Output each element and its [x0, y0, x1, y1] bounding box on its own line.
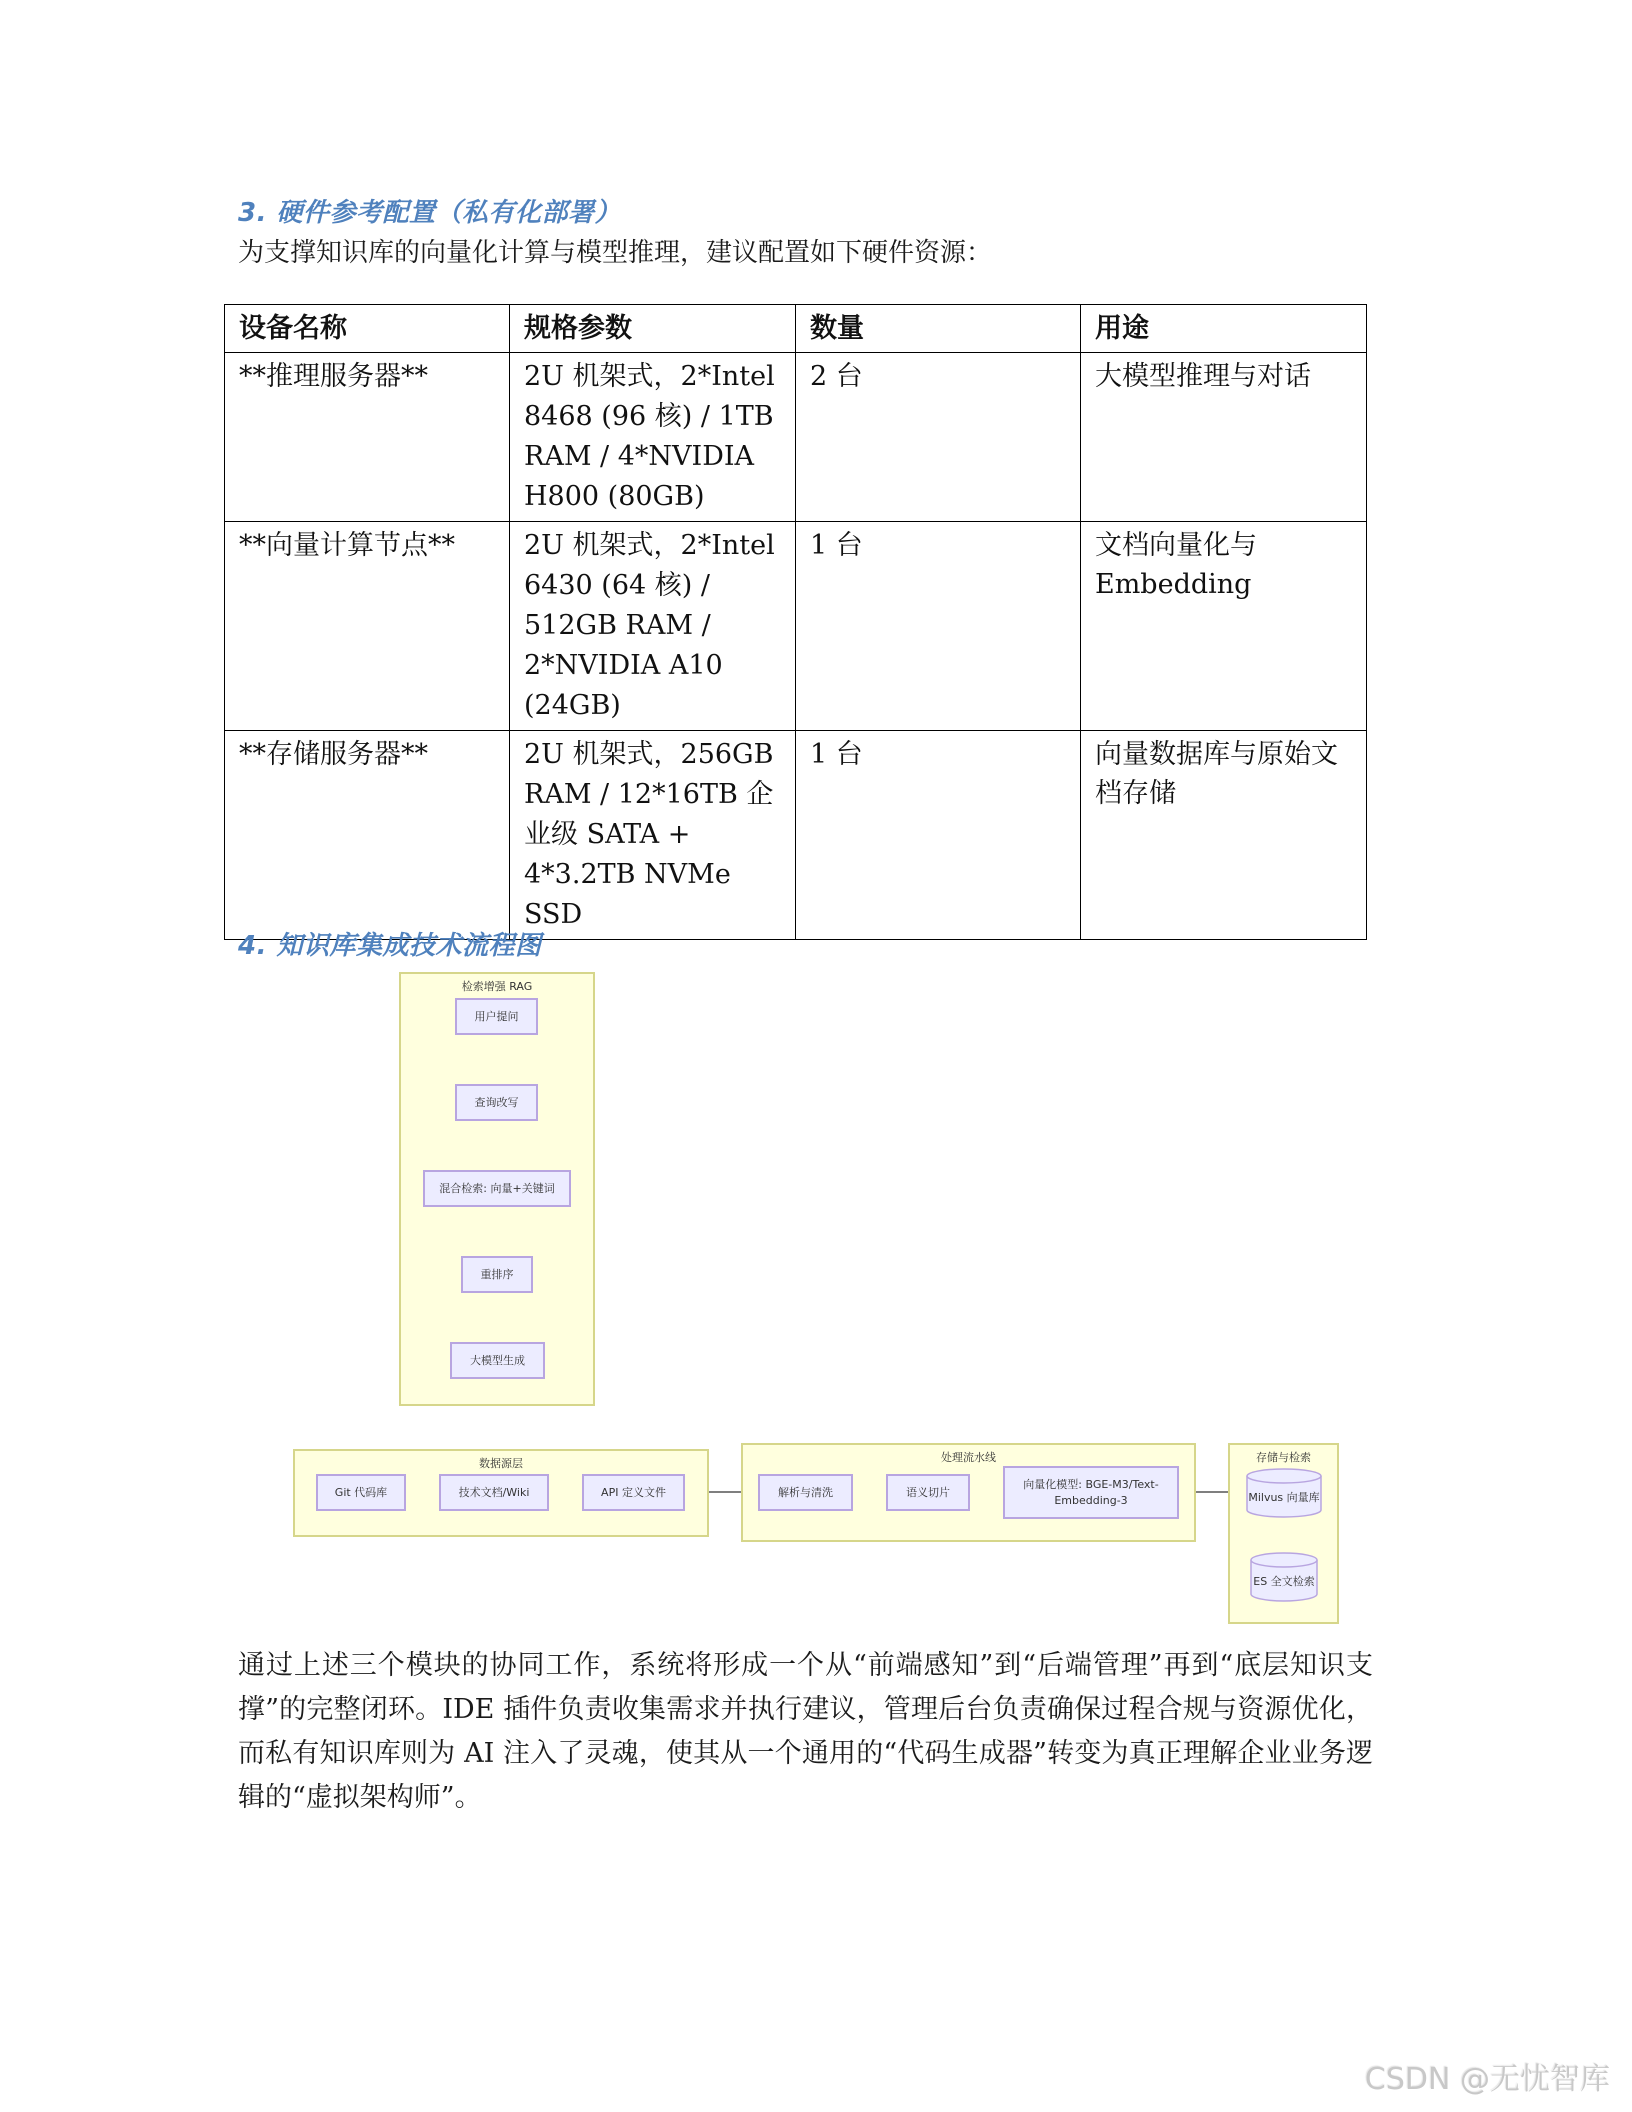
cell-quantity: 1 台 [796, 731, 1081, 940]
node-embedding-model: 向量化模型: BGE-M3/Text-Embedding-3 [1003, 1466, 1179, 1519]
cell-spec: 2U 机架式，2*Intel 8468 (96 核) / 1TB RAM / 4*NVIDIA H800 (80GB) [510, 353, 796, 522]
table-row [225, 353, 1367, 522]
cell-usage: 向量数据库与原始文档存储 [1081, 731, 1367, 940]
node-query-rewrite: 查询改写 [455, 1084, 538, 1121]
node-tech-docs-wiki: 技术文档/Wiki [439, 1474, 549, 1511]
header-quantity: 数量 [796, 305, 1081, 353]
node-semantic-chunking: 语义切片 [886, 1474, 970, 1511]
section-3-heading: 3. 硬件参考配置（私有化部署） [238, 198, 622, 228]
node-git-repo: Git 代码库 [316, 1474, 406, 1511]
cell-usage: 大模型推理与对话 [1081, 353, 1367, 522]
datasource-group-title: 数据源层 [479, 1457, 523, 1470]
table-header-row [225, 305, 1367, 353]
es-label: ES 全文检索 [1253, 1575, 1315, 1588]
table-row [225, 522, 1367, 731]
cell-spec: 2U 机架式，2*Intel 6430 (64 核) / 512GB RAM / 2*NVIDIA A10 (24GB) [510, 522, 796, 731]
cell-quantity: 1 台 [796, 522, 1081, 731]
cell-quantity: 2 台 [796, 353, 1081, 522]
cell-usage: 文档向量化与 Embedding [1081, 522, 1367, 731]
node-milvus-db [1245, 1467, 1323, 1519]
node-user-question: 用户提问 [455, 998, 538, 1035]
table-row [225, 731, 1367, 940]
cell-device-name: **存储服务器** [225, 731, 510, 940]
header-spec: 规格参数 [510, 305, 796, 353]
node-hybrid-search: 混合检索: 向量+关键词 [423, 1170, 571, 1207]
header-device-name: 设备名称 [225, 305, 510, 353]
cell-spec: 2U 机架式，256GB RAM / 12*16TB 企业级 SATA + 4*3.2TB NVMe SSD [510, 731, 796, 940]
cell-device-name: **向量计算节点** [225, 522, 510, 731]
cell-device-name: **推理服务器** [225, 353, 510, 522]
header-usage: 用途 [1081, 305, 1367, 353]
section-3-intro: 为支撑知识库的向量化计算与模型推理，建议配置如下硬件资源： [238, 238, 993, 268]
section-4-heading: 4. 知识库集成技术流程图 [238, 931, 542, 961]
node-parse-clean: 解析与清洗 [758, 1474, 853, 1511]
node-llm-generate: 大模型生成 [450, 1342, 545, 1379]
storage-group-title: 存储与检索 [1256, 1451, 1311, 1464]
closing-paragraph: 通过上述三个模块的协同工作，系统将形成一个从“前端感知”到“后端管理”再到“底层知识支撑”的完整闭环。IDE 插件负责收集需求并执行建议，管理后台负责确保过程合规与资源优化，而私有知识库则为 AI 注入了灵魂，使其从一个通用的“代码生成器”转变为真正理解企业业务逻辑的“虚拟架构师”。 [238, 1650, 1373, 1813]
pipeline-group-title: 处理流水线 [941, 1451, 996, 1464]
csdn-watermark: CSDN @无忧智库 [1364, 2062, 1610, 2097]
node-api-definitions: API 定义文件 [582, 1474, 685, 1511]
node-es-fulltext [1249, 1551, 1319, 1603]
rag-group-title: 检索增强 RAG [461, 980, 533, 993]
hardware-table [224, 304, 1367, 940]
milvus-label: Milvus 向量库 [1248, 1491, 1320, 1504]
node-rerank: 重排序 [461, 1256, 533, 1293]
